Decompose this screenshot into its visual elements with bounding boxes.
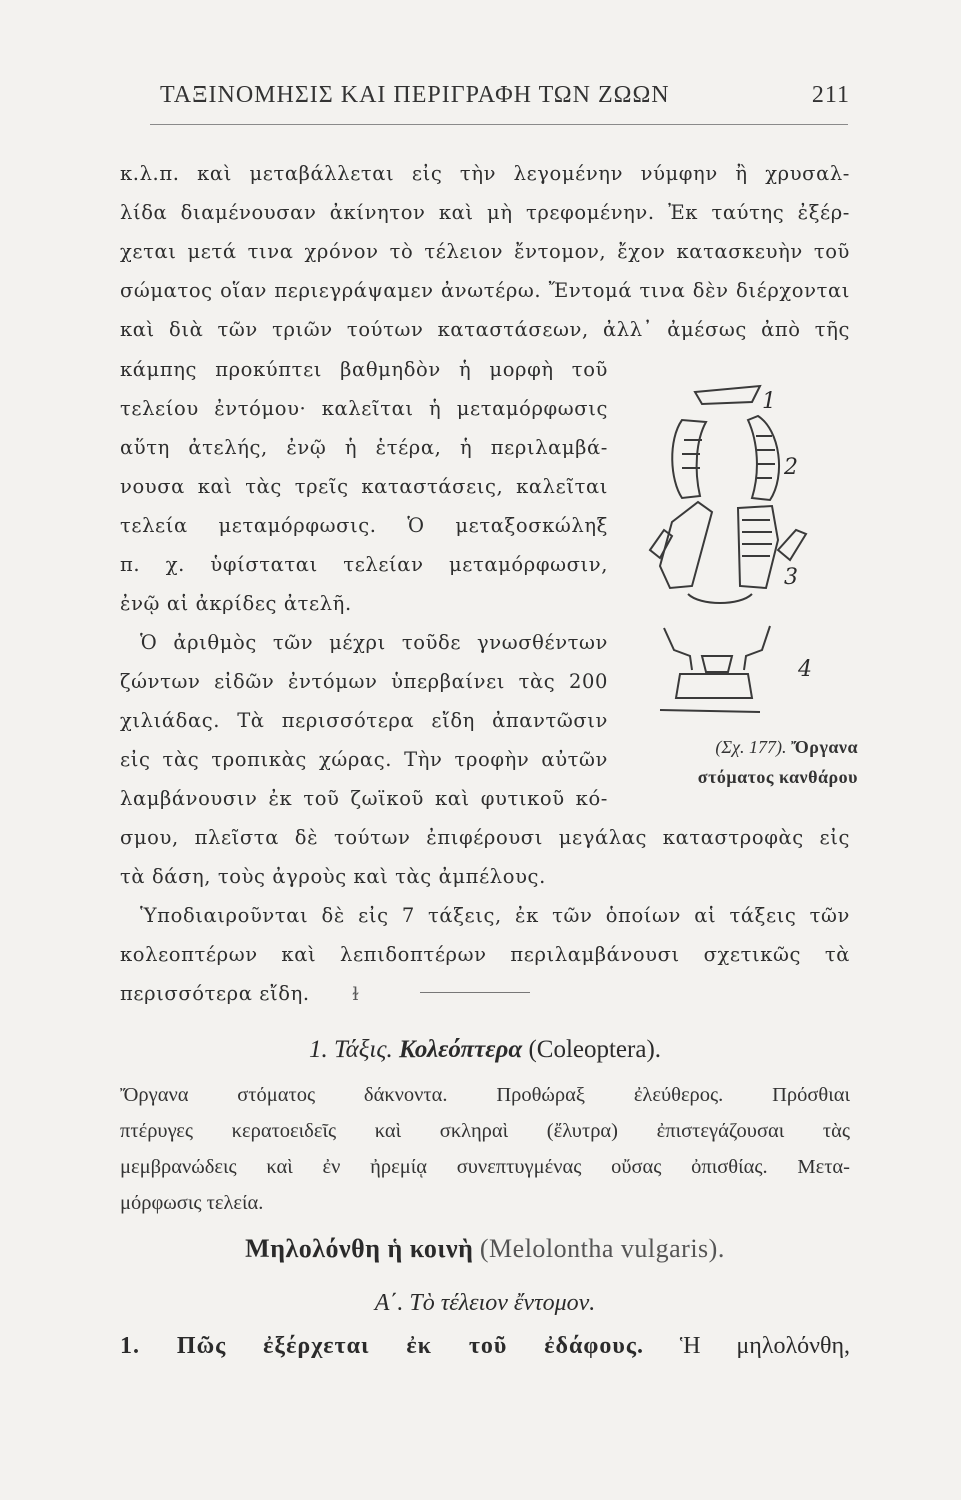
section-line: μεμβρανώδεις καὶ ἐν ἠρεμίᾳ συνεπτυγμένας οὔσας ὀπισθίας. Μετα- (120, 1156, 850, 1178)
last-line (120, 1333, 850, 1360)
question-text: Ἡ μηλολόνθη, (679, 1333, 851, 1359)
body-line: λίδα διαμένουσαν ἀκίνητον καὶ μὴ τρεφομένην. Ἐκ ταύτης ἐξέρ- (120, 201, 850, 224)
section-line: μόρφωσις τελεία. (120, 1192, 264, 1214)
body-line: κάμπης προκύπτει βαθμηδὸν ἡ μορφὴ τοῦ (120, 358, 608, 381)
body-line: τελείου ἐντόμου· καλεῖται ἡ μεταμόρφωσις (120, 397, 608, 420)
section-divider (420, 992, 530, 993)
figure-label: 3 (784, 565, 798, 590)
section-line: πτέρυγες κερατοειδεῖς καὶ σκληραὶ (ἔλυτρα) ἐπιστεγάζουσαι τὰς (120, 1120, 850, 1142)
body-line: νουσα καὶ τὰς τρεῖς καταστάσεις, καλεῖται (120, 475, 608, 498)
right-maxilla-shape (738, 506, 778, 588)
body-line: ζώντων εἰδῶν ἐντόμων ὑπερβαίνει τὰς 200 (120, 670, 608, 693)
body-line: π. χ. ὑφίσταται τελείαν μεταμόρφωσιν, (120, 553, 608, 576)
species-latin: (Melolontha vulgaris). (479, 1234, 725, 1263)
left-mandible-shape (672, 420, 706, 498)
section-name: Κολεόπτερα (399, 1036, 523, 1063)
body-line: Ὁ ἀριθμὸς τῶν μέχρι τοῦδε γνωσθέντων (140, 631, 608, 654)
species-heading (120, 1234, 850, 1264)
body-line: κολεοπτέρων καὶ λεπιδοπτέρων περιλαμβάνουσι σχετικῶς τὰ (120, 943, 850, 966)
body-line: τελεία μεταμόρφωσις. Ὁ μεταξοσκώληξ (120, 514, 608, 537)
body-line: ἐνῷ αἱ ἀκρίδες ἀτελῆ. (120, 592, 352, 615)
body-line: τὰ δάση, τοὺς ἀγροὺς καὶ τὰς ἀμπέλους. (120, 865, 546, 888)
caption-number: (Σχ. 177). (715, 737, 787, 757)
figure-label: 1 (762, 389, 776, 414)
body-line: σώματος οἵαν περιεγράψαμεν ἀνωτέρω. Ἔντομά τινα δὲν διέρχονται (120, 279, 850, 302)
body-line: καὶ διὰ τῶν τριῶν τούτων καταστάσεων, ἀλλ᾽ ἀμέσως ἀπὸ τῆς (120, 318, 850, 341)
body-line: Ὑποδιαιροῦνται δὲ εἰς 7 τάξεις, ἐκ τῶν ὁποίων αἱ τάξεις τῶν (140, 904, 850, 927)
labium-shape (676, 674, 752, 698)
caption-text: Ὄργανα (791, 737, 858, 757)
species-greek: Μηλολόνθη ἡ κοινὴ (245, 1234, 474, 1263)
running-header (160, 82, 850, 109)
body-line: λαμβάνουσιν ἐκ τοῦ ζωϊκοῦ καὶ φυτικοῦ κό- (120, 787, 608, 810)
header-title: ΤΑΞΙΝΟΜΗΣΙΣ ΚΑΙ ΠΕΡΙΓΡΑΦΗ ΤΩΝ ΖΩΩΝ (160, 82, 670, 108)
body-line: εἰς τὰς τροπικὰς χώρας. Τὴν τροφὴν αὐτῶν (120, 748, 608, 771)
subheading: Α΄. Τὸ τέλειον ἔντομον. (374, 1290, 596, 1316)
figure-caption (636, 732, 858, 792)
stray-mark: ɫ (352, 984, 359, 1005)
section-title (120, 1036, 850, 1064)
body-line: χιλιάδας. Τὰ περισσότερα εἴδη ἀπαντῶσιν (120, 709, 608, 732)
body-line: χεται μετά τινα χρόνον τὸ τέλειον ἔντομον, ἔχον κατασκευὴν τοῦ (120, 240, 850, 263)
beetle-mouthparts-illustration (620, 380, 850, 730)
page-number: 211 (811, 82, 850, 108)
header-rule (150, 124, 848, 125)
section-number: 1. Τάξις. (308, 1036, 393, 1063)
section-latin: (Coleoptera). (528, 1036, 662, 1063)
body-line: περισσότερα εἴδη. (120, 982, 310, 1005)
body-line: σμου, πλεῖστα δὲ τούτων ἐπιφέρουσι μεγάλας καταστροφὰς εἰς (120, 826, 850, 849)
body-line: αὕτη ἀτελής, ἐνῷ ἡ ἑτέρα, ἡ περιλαμβά- (120, 436, 608, 459)
body-line: κ.λ.π. καὶ μεταβάλλεται εἰς τὴν λεγομένην νύμφην ἢ χρυσαλ- (120, 162, 850, 185)
labrum-shape (695, 386, 760, 404)
caption-text: στόματος κανθάρου (697, 767, 858, 787)
figure-label: 4 (798, 657, 812, 682)
right-mandible-shape (748, 416, 779, 500)
section-line: Ὄργανα στόματος δάκνοντα. Προθώραξ ἐλεύθερος. Πρόσθιαι (120, 1084, 850, 1106)
figure-label: 2 (784, 455, 798, 480)
question-heading: 1. Πῶς ἐξέρχεται ἐκ τοῦ ἐδάφους. (120, 1333, 644, 1359)
